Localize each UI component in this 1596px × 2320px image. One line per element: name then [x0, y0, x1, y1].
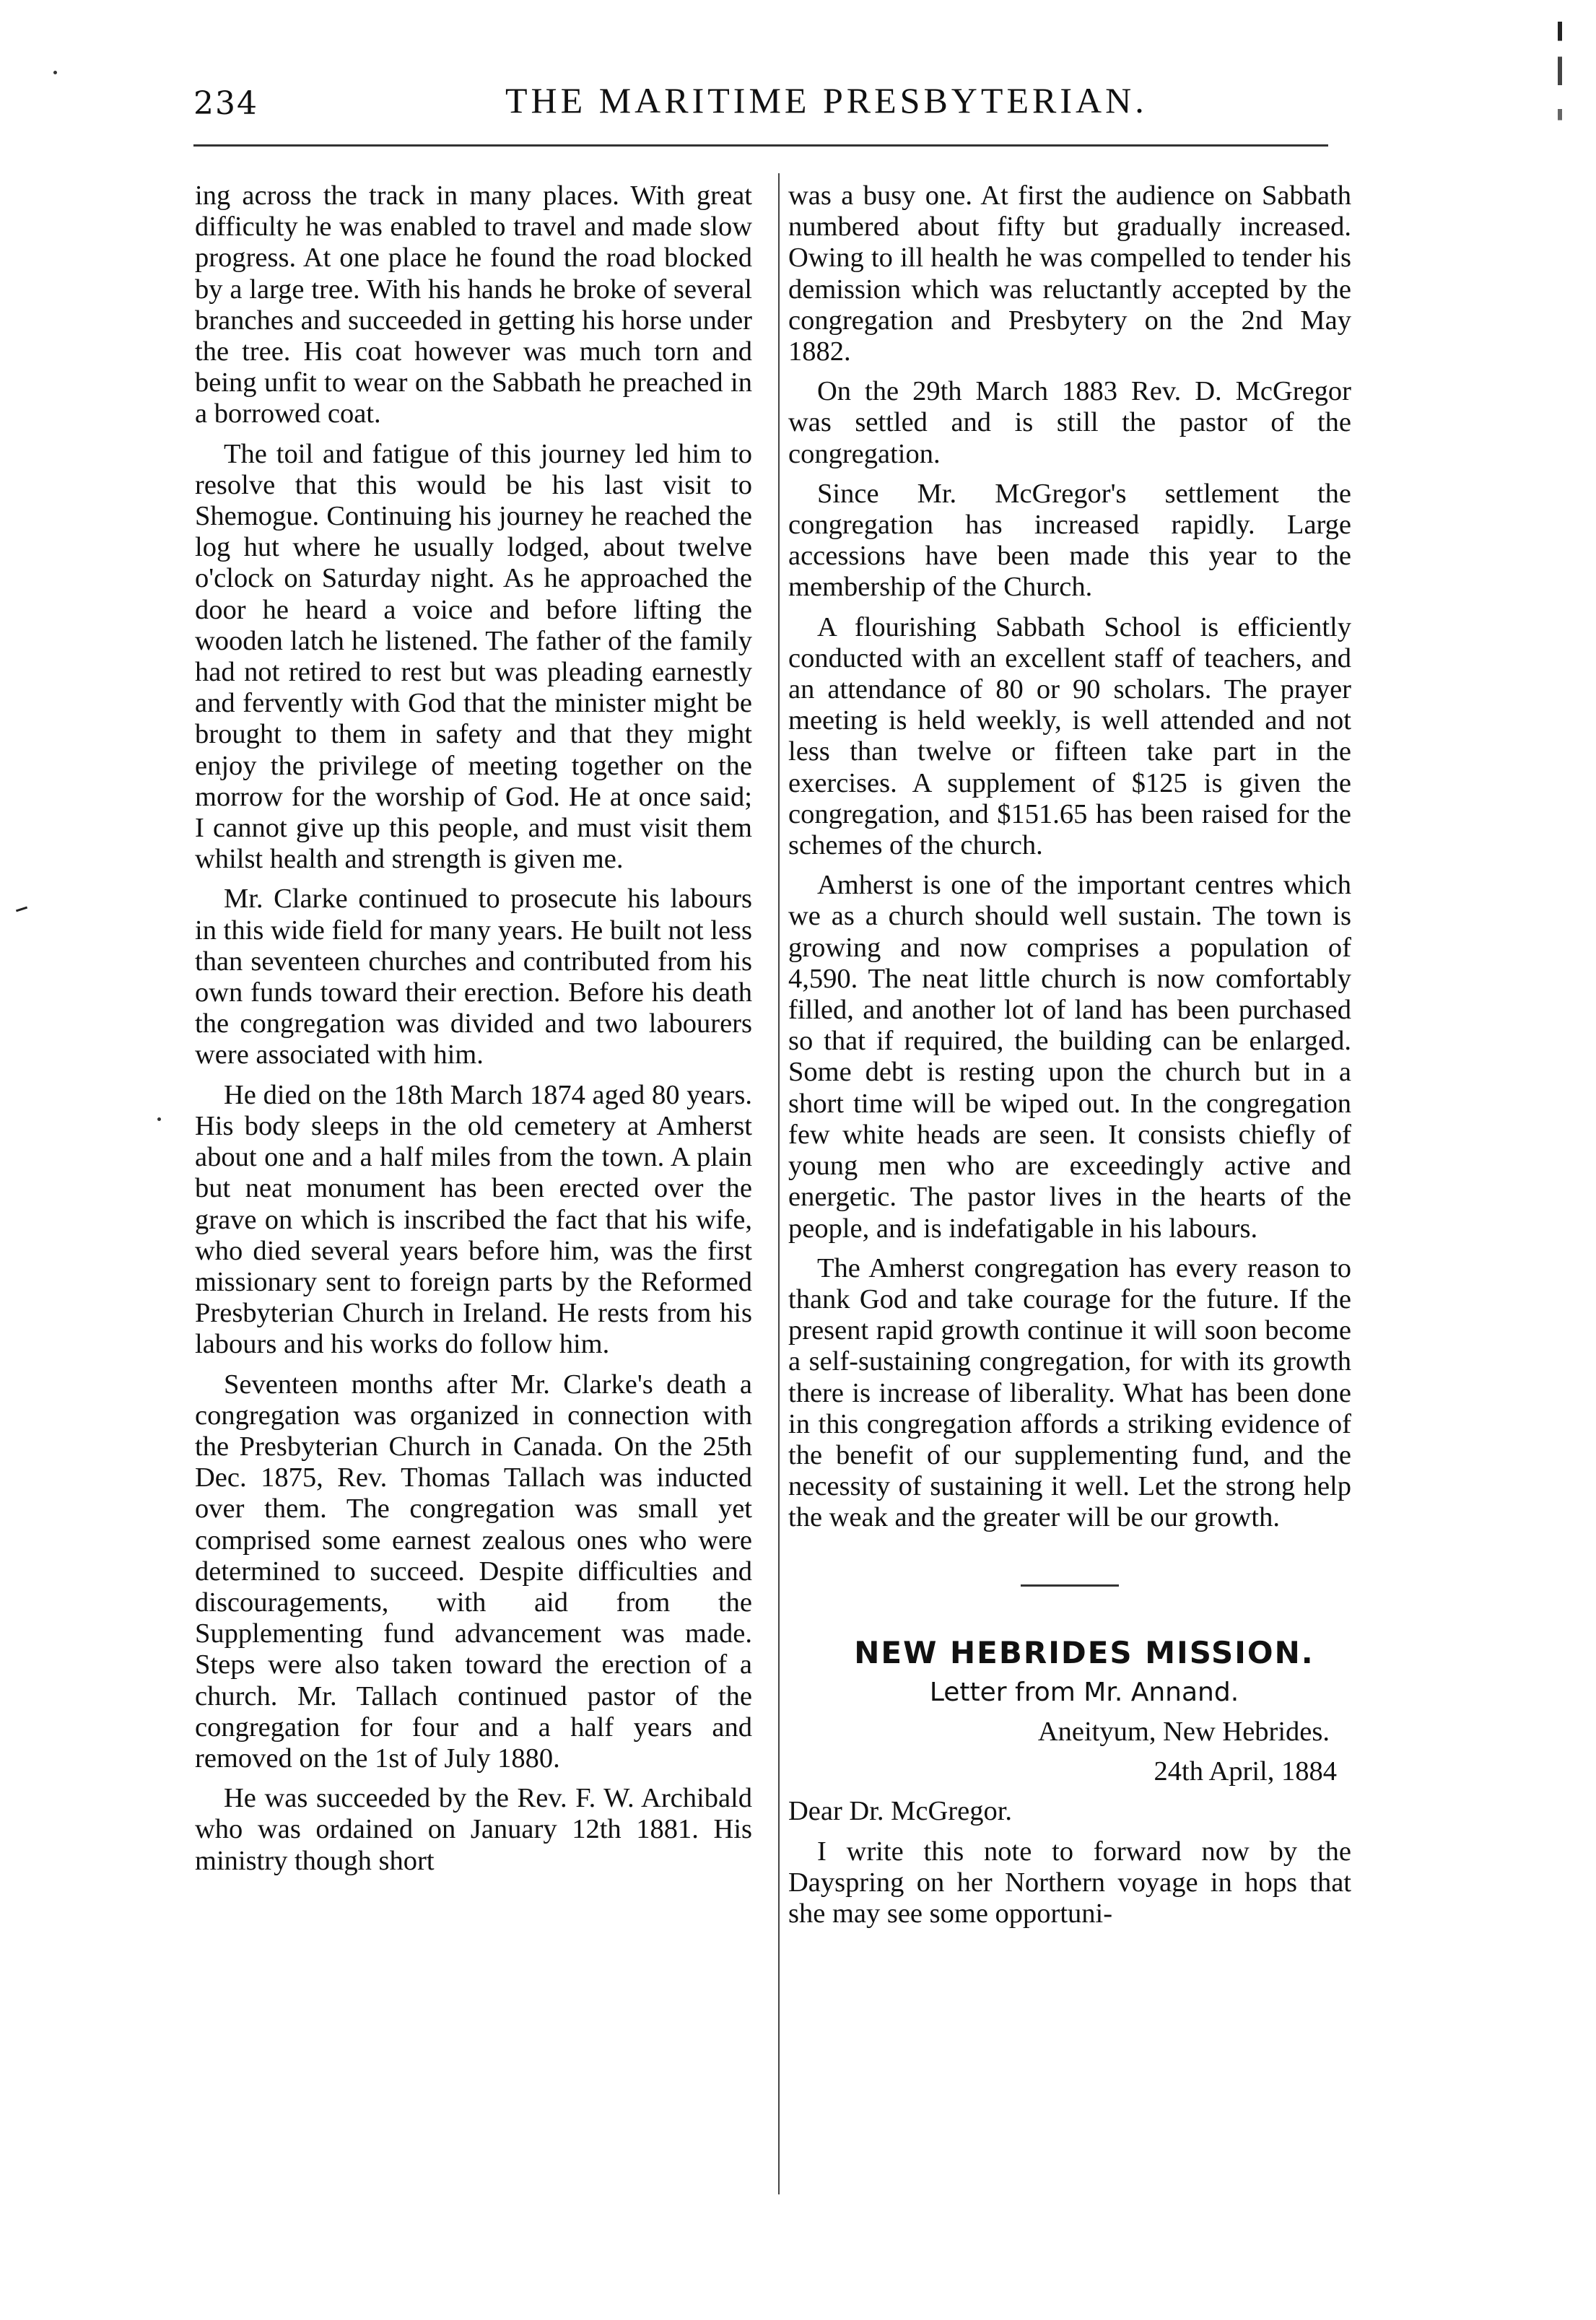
paragraph: A flourishing Sabbath School is efficiently conducted with an excellent staff of teachers, and an attendance of 80 or 90 scholars. The prayer meeting is held weekly, is well attended and not less than twelve or fifteen take part in the exercises. A supplement of $125 is given the congregation, and $151.65 has been raised for the schemes of the church. [788, 611, 1351, 861]
paragraph: was a busy one. At first the audience on Sabbath numbered about fifty but gradually increased. Owing to ill health he was compelled to tender his demission which was reluctantly accepted by the congregation and Presbytery on the 2nd May 1882. [788, 180, 1351, 367]
paragraph: He was succeeded by the Rev. F. W. Archibald who was ordained on January 12th 1881. His ministry though short [195, 1783, 752, 1876]
right-column [788, 180, 1351, 1938]
page-edge-mark [1558, 22, 1562, 180]
margin-mark [16, 907, 27, 912]
column-divider [778, 173, 780, 2194]
left-column [195, 180, 752, 1885]
page-number: 234 [193, 85, 258, 122]
paragraph: Mr. Clarke continued to prosecute his labours in this wide field for many years. He built not less than seventeen churches and contributed from his own funds toward their erection. Before his death the congregation was divided and two labourers were associated with him. [195, 884, 752, 1070]
paragraph: Seventeen months after Mr. Clarke's death a congregation was organized in connection with the Presbyterian Church in Canada. On the 25th Dec. 1875, Rev. Thomas Tallach was inducted over them. The congregation was small yet comprised some earnest zealous ones who were determined to succeed. Despite difficulties and discouragements, with aid from the Supplementing fund advancement was made. Steps were also taken toward the erection of a church. Mr. Tallach continued pastor of the congregation for four and a half years and removed on the 1st of July 1880. [195, 1369, 752, 1774]
paragraph: ing across the track in many places. With great difficulty he was enabled to travel and made slow progress. At one place he found the road blocked by a large tree. With his hands he broke of several branches and succeeded in getting his horse under the tree. His coat however was much torn and being unfit to wear on the Sabbath he preached in a borrowed coat. [195, 180, 752, 429]
paragraph: He died on the 18th March 1874 aged 80 years. His body sleeps in the old cemetery at Amherst about one and a half miles from the town. A plain but neat monument has been erected over the grave on which is inscribed the fact that his wife, who died several years before him, was the first missionary sent to foreign parts by the Reformed Presbyterian Church in Ireland. He rests from his labours and his works do follow him. [195, 1079, 752, 1360]
header-rule [193, 144, 1328, 147]
letter-subtitle: Letter from Mr. Annand. [929, 1677, 1239, 1707]
paragraph: I write this note to forward now by the Dayspring on her Northern voyage in hops that she may see some opportuni- [788, 1836, 1351, 1929]
paragraph: The Amherst congregation has every reason to thank God and take courage for the future. If the present rapid growth continue it will soon become a self-sustaining congregation, for with its growth there is increase of liberality. What has been done in this congregation affords a striking evidence of the benefit of our supplementing fund, and the necessity of sustaining it well. Let the strong help the weak and the greater will be our growth. [788, 1252, 1351, 1533]
margin-dot [157, 1117, 161, 1121]
dateline-place: Aneityum, New Hebrides. [1037, 1716, 1330, 1747]
paragraph: Since Mr. McGregor's settlement the congregation has increased rapidly. Large accessions have been made this year to the membership of the Church. [788, 478, 1351, 603]
section-title: NEW HEBRIDES MISSION. [854, 1634, 1314, 1670]
paragraph: The toil and fatigue of this journey led him to resolve that this would be his last visit to Shemogue. Continuing his journey he reached the log hut where he usually lodged, about twelve o'clock on Saturday night. As he approached the door he heard a voice and before lifting the wooden latch he listened. The father of the family had not retired to rest but was pleading earnestly and fervently with God that the minister might be brought to them in safety and that they might enjoy the privilege of meeting together on the morrow for the worship of God. He at once said; I cannot give up this people, and must visit them whilst health and strength is given me. [195, 438, 752, 875]
salutation: Dear Dr. McGregor. [788, 1796, 1013, 1827]
margin-dot [53, 71, 57, 74]
running-title: THE MARITIME PRESBYTERIAN. [505, 80, 1148, 121]
paragraph: Amherst is one of the important centres which we as a church should well sustain. The town is growing and now comprises a population of 4,590. The neat little church is now comfortably filled, and another lot of land has been purchased so that if required, the building can be enlarged. Some debt is resting upon the church but in a short time will be wiped out. In the congregation few white heads are seen. It consists chiefly of young men who are exceedingly active and energetic. The pastor lives in the hearts of the people, and is indefatigable in his labours. [788, 870, 1351, 1244]
section-separator-rule [1021, 1584, 1119, 1587]
dateline-date: 24th April, 1884 [1154, 1756, 1337, 1787]
paragraph: On the 29th March 1883 Rev. D. McGregor was settled and is still the pastor of the congregation. [788, 376, 1351, 469]
